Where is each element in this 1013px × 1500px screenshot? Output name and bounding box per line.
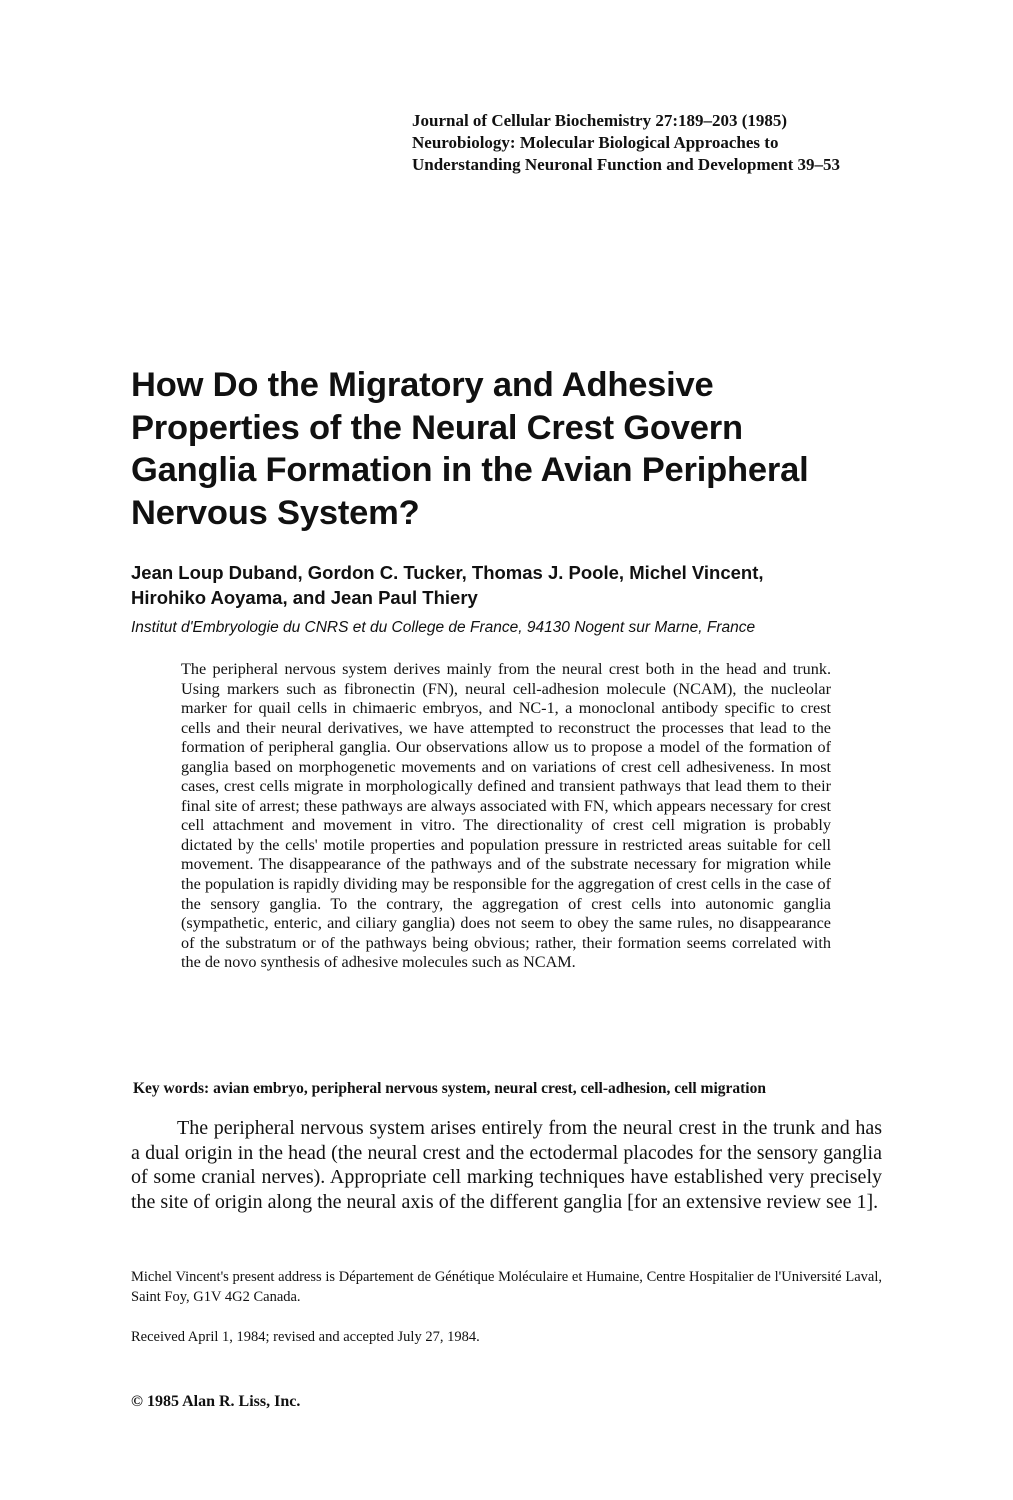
title-line-4: Nervous System? xyxy=(131,493,420,532)
article-title xyxy=(131,364,911,534)
title-line-3: Ganglia Formation in the Avian Peripheral xyxy=(131,451,809,489)
author-affiliation: Institut d'Embryologie du CNRS et du College de France, 94130 Nogent sur Marne, France xyxy=(131,619,756,636)
keywords: Key words: avian embryo, peripheral nervous system, neural crest, cell-adhesion, cell migration xyxy=(133,1080,766,1097)
series-title-line-2: Understanding Neuronal Function and Development 39–53 xyxy=(412,155,841,174)
title-line-2: Properties of the Neural Crest Govern xyxy=(131,408,743,447)
intro-paragraph: The peripheral nervous system arises entirely from the neural crest in the trunk and has a dual origin in the head (the neural crest and the ectodermal placodes for the sensory ganglia of some cranial nerves). Appropriate cell marking techniques have established very precisely the site of origin along the neural axis of the different ganglia [for an extensive review see 1]. xyxy=(131,1117,882,1213)
copyright-notice: © 1985 Alan R. Liss, Inc. xyxy=(131,1393,301,1410)
title-line-1: How Do the Migratory and Adhesive xyxy=(131,366,714,404)
authors-line-1: Jean Loup Duband, Gordon C. Tucker, Thomas J. Poole, Michel Vincent, xyxy=(131,562,764,583)
abstract: The peripheral nervous system derives mainly from the neural crest both in the head and trunk. Using markers such as fibronectin (FN), neural cell-adhesion molecule (NCAM), the nucleolar marker for quail cells in chimaeric embryos, and NC-1, a monoclonal antibody specific to crest cells and their neural derivatives, we have attempted to reconstruct the processes that lead to the formation of peripheral ganglia. Our observations allow us to propose a model of the formation of ganglia based on morphogenetic movements and on variations of crest cell adhesiveness. In most cases, crest cells migrate in morphologically defined and transient pathways that lead them to their final site of arrest; these pathways are always associated with FN, which appears necessary for crest cell attachment and movement in vitro. The directionality of crest cell migration is probably dictated by the cells' motile properties and population pressure in restricted areas suitable for cell movement. The disappearance of the pathways and of the substrate necessary for migration while the population is rapidly dividing may be responsible for the aggregation of crest cells in the case of the sensory ganglia. To the contrary, the aggregation of crest cells into autonomic ganglia (sympathetic, enteric, and ciliary ganglia) does not seem to obey the same rules, no disappearance of the substratum or of the pathways being obvious; rather, their formation seems correlated with the de novo synthesis of adhesive molecules such as NCAM. xyxy=(181,660,831,972)
author-list xyxy=(131,560,911,610)
received-dates: Received April 1, 1984; revised and accepted July 27, 1984. xyxy=(131,1329,480,1345)
journal-header xyxy=(412,110,892,176)
journal-citation: Journal of Cellular Biochemistry 27:189–203 (1985) xyxy=(412,111,788,130)
authors-line-2: Hirohiko Aoyama, and Jean Paul Thiery xyxy=(131,587,478,608)
address-footnote: Michel Vincent's present address is Département de Génétique Moléculaire et Humaine, Centre Hospitalier de l'Université Laval, Saint Foy, G1V 4G2 Canada. xyxy=(131,1269,882,1305)
series-title-line-1: Neurobiology: Molecular Biological Approaches to xyxy=(412,133,779,152)
